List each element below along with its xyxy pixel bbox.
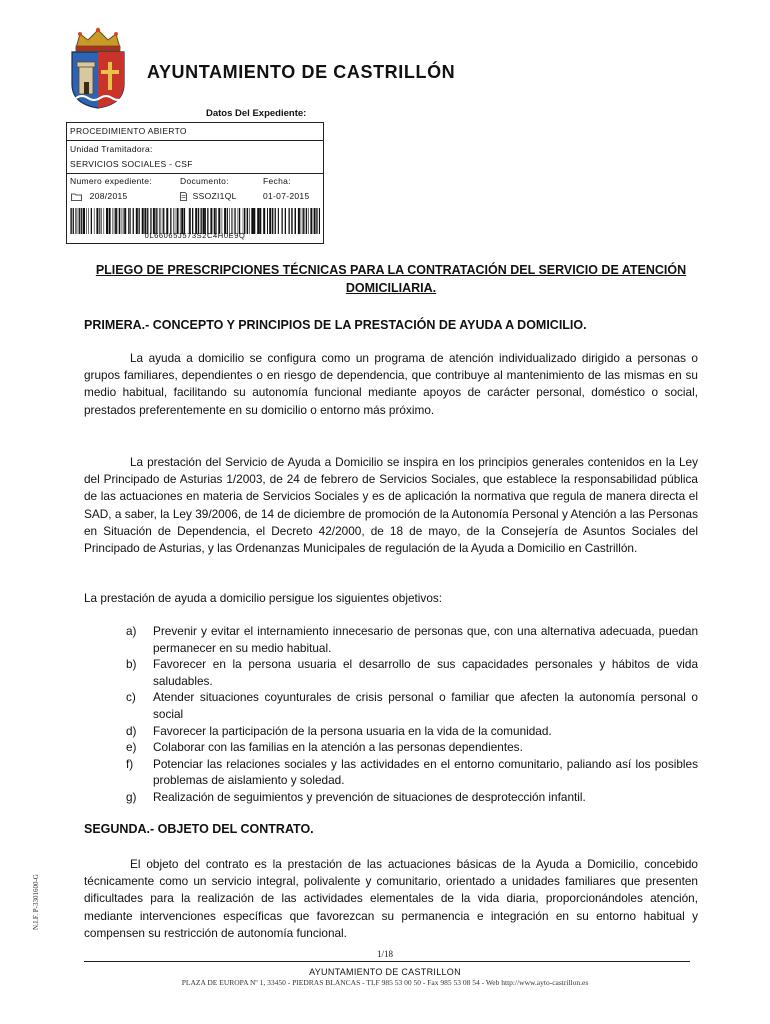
objective-marker: e) [126,740,137,755]
tax-id-side-text: N.I.F. P-3301600-G [32,874,40,930]
objective-item [126,689,698,722]
organization-title: AYUNTAMIENTO DE CASTRILLÓN [147,62,456,82]
section-heading-primera: PRIMERA.- CONCEPTO Y PRINCIPIOS DE LA PRESTACIÓN DE AYUDA A DOMICILIO. [84,318,587,332]
objective-text: Favorecer en la persona usuaria el desarrollo de sus capacidades personales y hábitos de vida saludables. [153,657,698,688]
coat-of-arms-logo [66,26,130,110]
objective-item [126,756,698,789]
case-data-label: Datos Del Expediente: [206,108,307,119]
date-value: 01-07-2015 [263,191,310,201]
objective-text: Atender situaciones coyunturales de crisis personal o familiar que afecten la autonomía personal o social [153,690,698,721]
objective-item [126,656,698,689]
paragraph-1: La ayuda a domicilio se configura como un programa de atención individualizado dirigido a personas o grupos familiares, dependientes o en riesgo de dependencia, que contribuye al mantenimiento de las mismas en su medio habitual, facilitando su autonomía funcional mediante apoyos de carácter personal, doméstico o social, prestados preferentemente en su domicilio o entorno más próximo. [84,351,698,417]
objective-text: Potenciar las relaciones sociales y las actividades en el entorno comunitario, paliando así los posibles problemas de aislamiento y soledad. [153,756,698,788]
case-number-value: 208/2015 [89,191,128,201]
objective-marker: a) [126,624,137,638]
footer-address: PLAZA DE EUROPA Nº 1, 33450 - PIEDRAS BLANCAS - TLF 985 53 00 50 - Fax 985 53 08 54 - Web http://www.ayto-castrillon.es [181,978,589,987]
case-number [71,191,128,201]
objective-text: Prevenir y evitar el internamiento innecesario de personas que, con una alternativa adecuada, puedan permanecer en su medio habitual. [153,624,698,655]
objective-marker: b) [126,657,137,672]
case-number-label: Numero expediente: [70,176,152,186]
objective-item [126,739,698,756]
objective-item [126,723,698,740]
document-icon [180,192,187,201]
paragraph-4: El objeto del contrato es la prestación de las actuaciones básicas de la Ayuda a Domicilio, concebido técnicamente como un servicio integral, polivalente y comunitario, orientado a unidades familiares que presenten dificultades para la realización de las actividades elementales de la vida diaria, proporcionándoles atención, mediante intervenciones específicas que favorezcan su permanencia e integración en su entorno habitual y compensen su restricción de autonomía funcional. [84,857,698,940]
footer-organization: AYUNTAMIENTO DE CASTRILLON [309,967,461,977]
section-heading-segunda: SEGUNDA.- OBJETO DEL CONTRATO. [84,822,314,836]
date-label: Fecha: [263,176,291,186]
barcode-number: 0L66065J573S2C4H0E9Q [144,231,246,240]
objective-text: Favorecer la participación de la persona usuaria en la vida de la comunidad. [153,723,552,738]
objective-text: Realización de seguimientos y prevención de situaciones de desprotección infantil. [153,789,586,804]
processing-unit-value: SERVICIOS SOCIALES - CSF [70,159,193,169]
document-id-value: SSOZI1QL [192,191,237,201]
footer-divider [84,961,690,962]
page-number: 1/18 [376,949,393,959]
document-label: Documento: [180,176,229,186]
paragraph-2: La prestación del Servicio de Ayuda a Domicilio se inspira en los principios generales contenidos en la Ley del Principado de Asturias 1/2003, de 24 de febrero de Servicios Sociales, que establece la responsabilidad pública de las actuaciones en materia de Servicios Sociales y es de aplicación la normativa que regula de manera directa el SAD, a saber, la Ley 39/2006, de 14 de diciembre de promoción de la Autonomía Personal y Atención a las Personas en Situación de Dependencia, el Decreto 42/2000, de 18 de mayo, de la Consejería de Asuntos Sociales del Principado de Asturias, y las Ordenanzas Municipales de regulación de la Ayuda a Domicilio en Castrillón. [84,455,698,556]
objective-marker: g) [126,789,137,804]
objective-marker: d) [126,723,137,738]
objective-marker: c) [126,690,136,705]
procedure-type: PROCEDIMIENTO ABIERTO [70,126,187,136]
processing-unit-label: Unidad Tramitadora: [70,144,153,154]
document-title: PLIEGO DE PRESCRIPCIONES TÉCNICAS PARA LA CONTRATACIÓN DEL SERVICIO DE ATENCIÓN DOMICILIARIA. [95,263,687,295]
objective-text: Colaborar con las familias en la atención a las personas dependientes. [153,740,523,755]
objective-item [126,789,698,806]
objectives-list [126,623,698,806]
paragraph-3: La prestación de ayuda a domicilio persigue los siguientes objetivos: [84,591,443,605]
case-data-box [66,122,324,244]
objective-item [126,623,698,656]
folder-icon [71,193,82,201]
objective-marker: f) [126,756,134,771]
document-id [180,191,237,201]
